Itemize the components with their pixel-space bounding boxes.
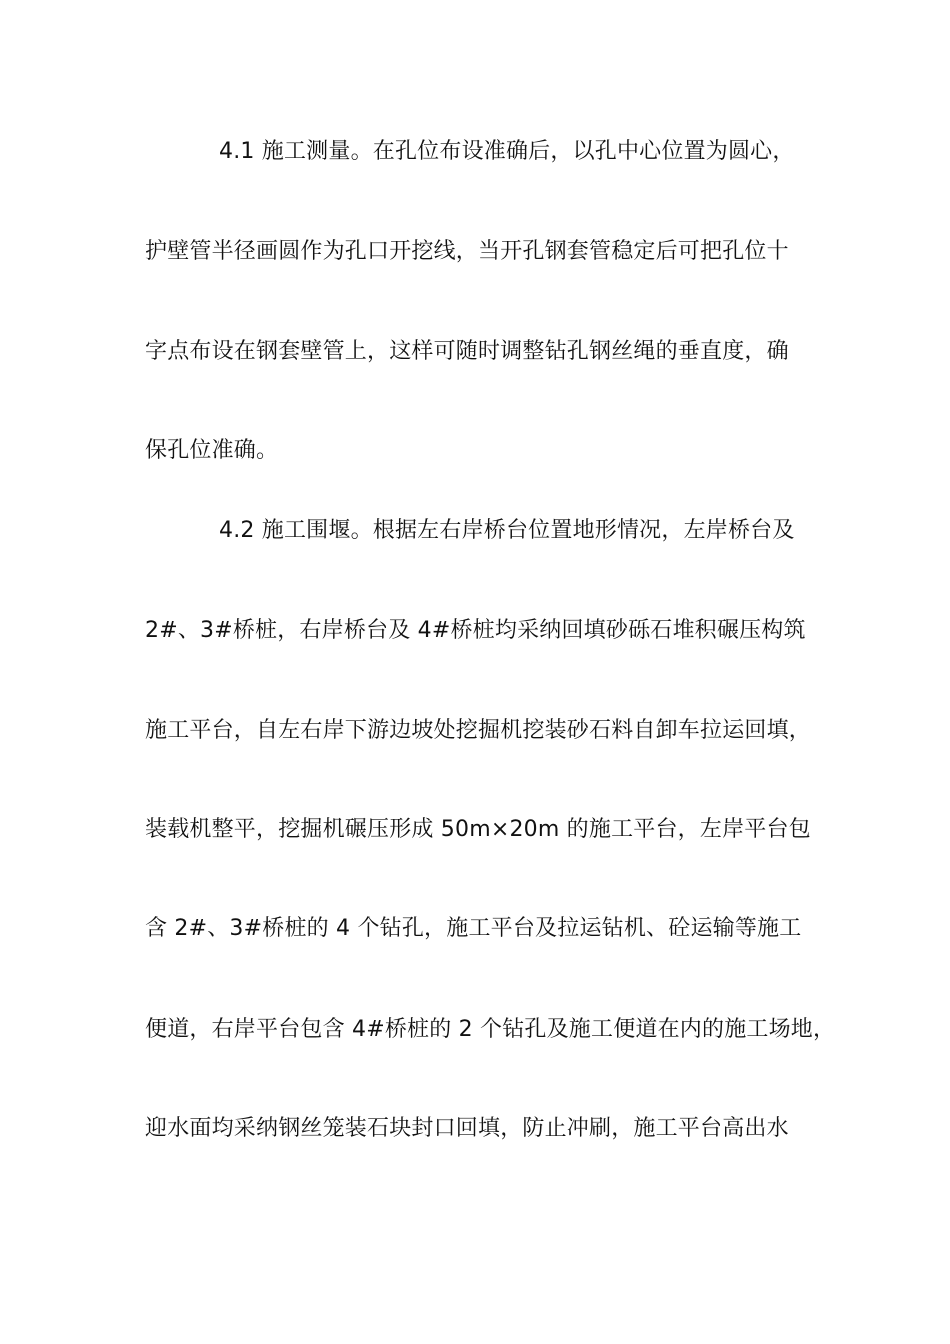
text-line: 保孔位准确。 [145,438,279,463]
text-line: 4.1 施工测量。在孔位布设准确后，以孔中心位置为圆心， [219,139,795,164]
text-line: 护壁管半径画圆作为孔口开挖线，当开孔钢套管稳定后可把孔位十 [145,239,789,264]
text-line: 4.2 施工围堰。根据左右岸桥台位置地形情况，左岸桥台及 [219,518,795,543]
text-line: 迎水面均采纳钢丝笼装石块封口回填，防止冲刷，施工平台高出水 [145,1116,789,1141]
text-line: 字点布设在钢套壁管上，这样可随时调整钻孔钢丝绳的垂直度，确 [145,339,789,364]
text-line: 2#、3#桥桩，右岸桥台及 4#桥桩均采纳回填砂砾石堆积碾压构筑 [145,618,806,643]
text-line: 便道，右岸平台包含 4#桥桩的 2 个钻孔及施工便道在内的施工场地， [145,1017,836,1042]
text-line: 装载机整平，挖掘机碾压形成 50m×20m 的施工平台，左岸平台包 [145,817,811,842]
text-line: 施工平台，自左右岸下游边坡处挖掘机挖装砂石料自卸车拉运回填， [145,718,812,743]
text-line: 含 2#、3#桥桩的 4 个钻孔，施工平台及拉运钻机、砼运输等施工 [145,916,802,941]
